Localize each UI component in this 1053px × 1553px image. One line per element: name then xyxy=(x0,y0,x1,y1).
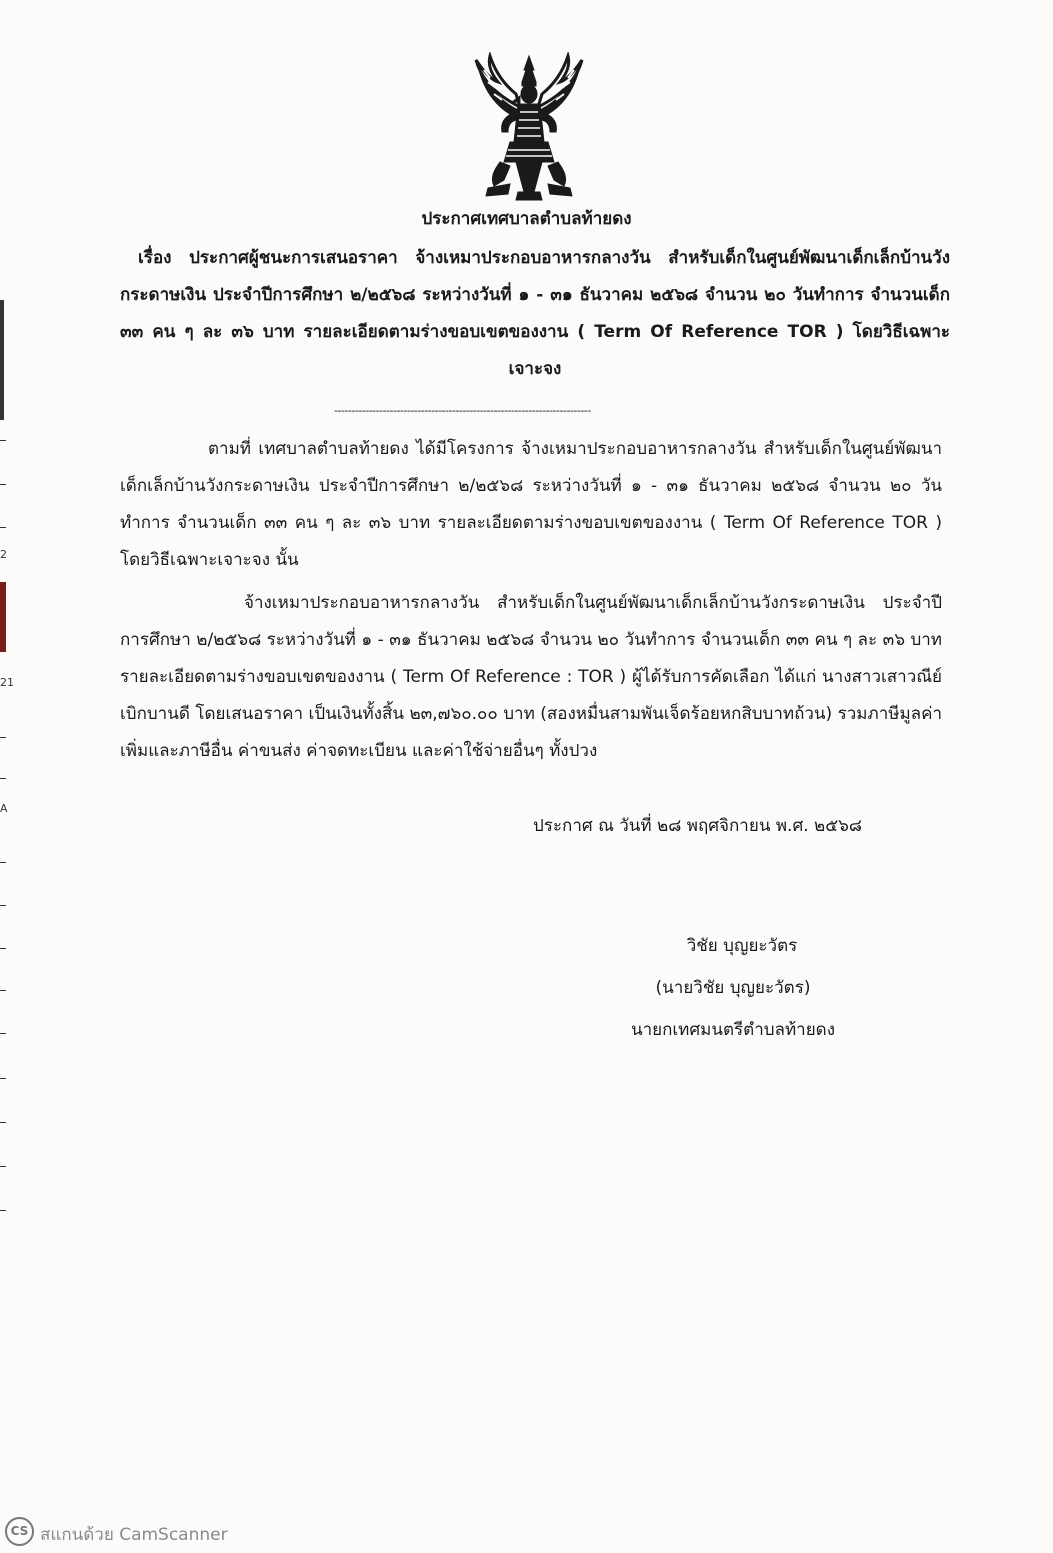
edge-tick xyxy=(0,1033,6,1034)
edge-tick xyxy=(0,527,6,528)
edge-tick xyxy=(0,948,6,949)
document-subject: เรื่อง ประกาศผู้ชนะการเสนอราคา จ้างเหมาประกอบอาหารกลางวัน สำหรับเด็กในศูนย์พัฒนาเด็กเล็กบ้านวังกระดาษเงิน ประจำปีการศึกษา ๒/๒๕๖๘ ระหว่างวันที่ ๑ - ๓๑ ธันวาคม ๒๕๖๘ จำนวน ๒๐ วันทำการ จำนวนเด็ก ๓๓ คน ๆ ละ ๓๖ บาท รายละเอียดตามร่างขอบเขตของงาน ( Term Of Reference TOR ) โดยวิธีเฉพาะเจาะจง xyxy=(120,248,950,379)
edge-tick xyxy=(0,905,6,906)
edge-fragment: A xyxy=(0,802,8,815)
edge-fragment: 2 xyxy=(0,548,7,561)
edge-tick xyxy=(0,737,6,738)
signature-block xyxy=(600,925,900,1051)
edge-tick xyxy=(0,990,6,991)
edge-dark-bar xyxy=(0,300,4,420)
body-paragraph-2: จ้างเหมาประกอบอาหารกลางวัน สำหรับเด็กในศูนย์พัฒนาเด็กเล็กบ้านวังกระดาษเงิน ประจำปีการศึกษา ๒/๒๕๖๘ ระหว่างวันที่ ๑ - ๓๑ ธันวาคม ๒๕๖๘ จำนวน ๒๐ วันทำการ จำนวนเด็ก ๓๓ คน ๆ ละ ๓๖ บาท รายละเอียดตามร่างขอบเขตของงาน ( Term Of Reference : TOR ) ผู้ได้รับการคัดเลือก ได้แก่ นางสาวเสาวณีย์ เบิกบานดี โดยเสนอราคา เป็นเงินทั้งสิ้น ๒๓,๗๖๐.๐๐ บาท (สองหมื่นสามพันเจ็ดร้อยหกสิบบาทถ้วน) รวมภาษีมูลค่าเพิ่มและภาษีอื่น ค่าขนส่ง ค่าจดทะเบียน และค่าใช้จ่ายอื่นๆ ทั้งปวง xyxy=(120,593,942,761)
body-paragraph-1: ตามที่ เทศบาลตำบลท้ายดง ได้มีโครงการ จ้างเหมาประกอบอาหารกลางวัน สำหรับเด็กในศูนย์พัฒนาเด็กเล็กบ้านวังกระดาษเงิน ประจำปีการศึกษา ๒/๒๕๖๘ ระหว่างวันที่ ๑ - ๓๑ ธันวาคม ๒๕๖๘ จำนวน ๒๐ วันทำการ จำนวนเด็ก ๓๓ คน ๆ ละ ๓๖ บาท รายละเอียดตามร่างขอบเขตของงาน ( Term Of Reference TOR ) โดยวิธีเฉพาะเจาะจง นั้น xyxy=(120,439,942,570)
edge-tick xyxy=(0,862,6,863)
announcement-date: ประกาศ ณ วันที่ ๒๘ พฤศจิกายน พ.ศ. ๒๕๖๘ xyxy=(533,816,863,836)
edge-tick xyxy=(0,778,6,779)
edge-tick xyxy=(0,484,6,485)
separator-line: -------------------------------------------------------------------------- xyxy=(334,404,591,417)
signatory-position: นายกเทศมนตรีตำบลท้ายดง xyxy=(630,1020,836,1040)
signatory-name: วิชัย บุญยะวัตร xyxy=(686,936,798,956)
edge-red-mark xyxy=(0,582,6,652)
signatory-full-name: (นายวิชัย บุญยะวัตร) xyxy=(655,978,811,998)
edge-tick xyxy=(0,440,6,441)
edge-tick xyxy=(0,1078,6,1079)
garuda-emblem-icon xyxy=(470,52,588,202)
camscanner-logo-icon: CS xyxy=(5,1517,34,1546)
edge-tick xyxy=(0,1166,6,1167)
edge-tick xyxy=(0,1122,6,1123)
edge-tick xyxy=(0,1210,6,1211)
issuing-authority: ประกาศเทศบาลตำบลท้ายดง xyxy=(421,209,632,229)
camscanner-watermark: สแกนด้วย CamScanner xyxy=(40,1525,228,1545)
scan-edge-strip xyxy=(0,0,14,1553)
edge-fragment: 21 xyxy=(0,676,14,689)
